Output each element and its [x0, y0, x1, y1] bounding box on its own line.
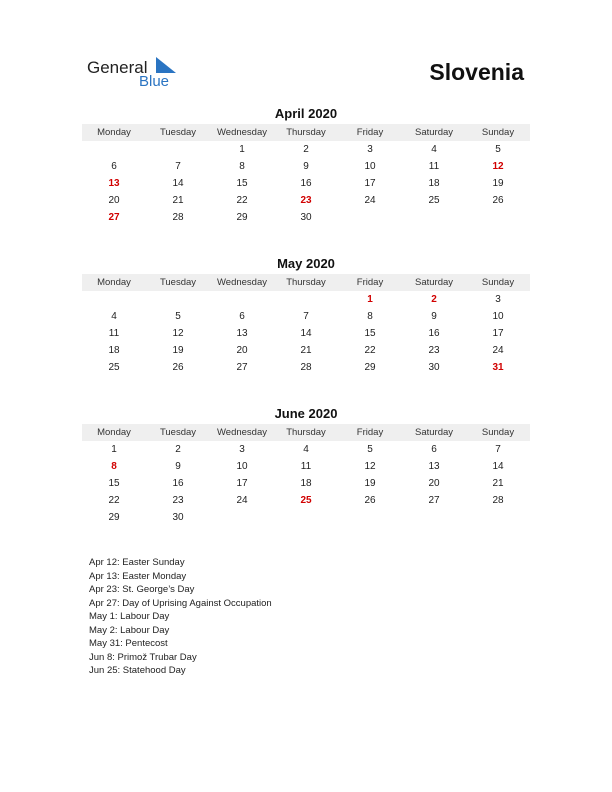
calendar-date: 18: [108, 345, 120, 356]
calendar-date: 26: [364, 495, 376, 506]
calendar-date: 2: [303, 144, 309, 155]
calendar-date: 5: [495, 144, 501, 155]
calendar-date: 5: [367, 444, 373, 455]
calendar-date: [402, 509, 466, 526]
holiday-list-item: Apr 27: Day of Uprising Against Occupation: [89, 597, 272, 609]
holiday-list-item: May 1: Labour Day: [89, 611, 170, 622]
month-april: [82, 106, 530, 226]
calendar-date: 2: [175, 444, 181, 455]
calendar-date: 29: [108, 512, 120, 523]
calendar-date: 26: [172, 362, 184, 373]
calendar-date: 8: [367, 311, 373, 322]
weekday-label: Friday: [356, 127, 384, 138]
calendar-date: 11: [300, 461, 312, 472]
calendar-date: 27: [428, 495, 440, 506]
calendar-date: 16: [300, 178, 312, 189]
weekday-label: Thursday: [286, 277, 326, 288]
calendar-date: 7: [303, 311, 309, 322]
calendar-date: 6: [431, 444, 437, 455]
logo-text-blue: Blue: [139, 73, 170, 90]
calendar-date: 24: [492, 345, 504, 356]
week-row: [82, 458, 530, 475]
country-title: Slovenia: [429, 59, 524, 85]
calendar-date: 1: [239, 144, 245, 155]
calendar-date: 6: [239, 311, 245, 322]
logo-flag-icon: [156, 57, 176, 73]
calendar-date: 24: [236, 495, 248, 506]
calendar-date: 15: [364, 328, 376, 339]
weekday-label: Wednesday: [217, 127, 267, 138]
weekday-label: Monday: [97, 427, 131, 438]
weekday-label: Sunday: [481, 427, 515, 438]
calendar-date: 17: [236, 478, 248, 489]
calendar-date: 13: [236, 328, 248, 339]
calendar-date: 7: [495, 444, 501, 455]
calendar-date: 12: [172, 328, 184, 339]
calendar-date: [82, 141, 146, 158]
holiday-list: [89, 556, 272, 678]
calendar-date: [338, 209, 402, 226]
calendar-date: 21: [300, 345, 312, 356]
calendar-date: 14: [172, 178, 184, 189]
calendar-date: [338, 509, 402, 526]
calendar-date: 9: [303, 161, 309, 172]
calendar-date: [274, 509, 338, 526]
weekday-label: Sunday: [481, 127, 515, 138]
weekday-header-row: [82, 424, 530, 441]
calendar-date: 21: [172, 195, 184, 206]
calendar-date: 19: [492, 178, 504, 189]
calendar-date: 17: [364, 178, 376, 189]
month-title: June 2020: [274, 406, 338, 421]
calendar-date: 4: [111, 311, 117, 322]
holiday-date: 25: [300, 495, 312, 506]
calendar-date: 11: [108, 328, 120, 339]
week-row: [82, 141, 530, 158]
calendar-date: 29: [236, 212, 248, 223]
calendar-date: 27: [236, 362, 248, 373]
calendar-date: 25: [108, 362, 120, 373]
week-row: [82, 308, 530, 325]
week-row: [82, 209, 530, 226]
calendar-date: [82, 291, 146, 308]
calendar-date: 5: [175, 311, 181, 322]
week-row: [82, 359, 530, 376]
holiday-list-item: Jun 8: Primož Trubar Day: [89, 651, 197, 663]
calendar-date: 14: [492, 461, 504, 472]
calendar-date: 9: [175, 461, 181, 472]
holiday-list-item: Jun 25: Statehood Day: [89, 665, 186, 676]
holiday-date: 2: [431, 294, 437, 305]
calendar-date: 28: [492, 495, 504, 506]
calendar-date: 15: [236, 178, 248, 189]
weekday-label: Saturday: [414, 127, 454, 138]
calendar-date: 3: [367, 144, 373, 155]
logo-text-general: General: [87, 58, 148, 77]
calendar-date: [402, 209, 466, 226]
weekday-label: Thursday: [286, 127, 326, 138]
weekday-label: Tuesday: [159, 427, 197, 438]
calendar-date: 23: [172, 495, 184, 506]
weekday-label: Monday: [97, 277, 131, 288]
holiday-date: 27: [108, 212, 120, 223]
calendar-date: 22: [108, 495, 120, 506]
calendar-date: [210, 509, 274, 526]
calendar-date: 22: [236, 195, 248, 206]
holiday-date: 1: [367, 294, 373, 305]
calendar-date: 17: [492, 328, 504, 339]
holiday-list-item: Apr 12: Easter Sunday: [89, 557, 185, 568]
weekday-label: Friday: [356, 277, 384, 288]
calendar-date: 10: [236, 461, 248, 472]
calendar-date: 3: [495, 294, 501, 305]
holiday-list-item: Apr 13: Easter Monday: [89, 570, 187, 582]
weekday-label: Thursday: [286, 427, 326, 438]
calendar-date: 19: [364, 478, 376, 489]
weekday-header-row: [82, 274, 530, 291]
holiday-date: 8: [111, 461, 117, 472]
calendar-date: [210, 291, 274, 308]
calendar-date: [274, 291, 338, 308]
weekday-label: Tuesday: [159, 277, 197, 288]
week-row: [82, 342, 530, 359]
weekday-label: Wednesday: [217, 277, 267, 288]
calendar-date: 11: [428, 161, 440, 172]
calendar-date: 1: [111, 444, 117, 455]
weekday-label: Wednesday: [217, 427, 267, 438]
month-title: April 2020: [274, 106, 338, 121]
month-title: May 2020: [277, 256, 335, 271]
calendar-date: 12: [364, 461, 376, 472]
calendar-date: 26: [492, 195, 504, 206]
weekday-label: Monday: [97, 127, 131, 138]
week-row: [82, 475, 530, 492]
calendar-date: 30: [300, 212, 312, 223]
calendar-date: 20: [108, 195, 120, 206]
calendar-date: 10: [364, 161, 376, 172]
weekday-label: Friday: [356, 427, 384, 438]
calendar-date: 16: [428, 328, 440, 339]
calendar-date: 28: [300, 362, 312, 373]
calendar-date: [466, 209, 530, 226]
calendar-date: [146, 141, 210, 158]
calendar-date: 28: [172, 212, 184, 223]
calendar-date: 7: [175, 161, 181, 172]
holiday-date: 23: [300, 195, 312, 206]
calendar-date: 20: [428, 478, 440, 489]
weekday-label: Tuesday: [159, 127, 197, 138]
weekday-label: Saturday: [414, 277, 454, 288]
calendar-date: 10: [492, 311, 504, 322]
holiday-list-item: May 31: Pentecost: [89, 638, 168, 649]
holiday-list-item: May 2: Labour Day: [89, 624, 170, 636]
calendar-date: 3: [239, 444, 245, 455]
calendar-date: 24: [364, 195, 376, 206]
week-row: [82, 492, 530, 509]
month-june: [82, 406, 530, 526]
holiday-date: 13: [108, 178, 120, 189]
week-row: [82, 441, 530, 458]
holiday-date: 31: [492, 362, 504, 373]
calendar-date: 21: [492, 478, 504, 489]
weekday-header-row: [82, 124, 530, 141]
calendar-date: 18: [300, 478, 312, 489]
calendar-date: 8: [239, 161, 245, 172]
calendar-date: 19: [172, 345, 184, 356]
calendar-date: 18: [428, 178, 440, 189]
calendar-date: 14: [300, 328, 312, 339]
calendar-date: 9: [431, 311, 437, 322]
holiday-list-item: Apr 23: St. George’s Day: [89, 584, 195, 595]
calendar-date: 30: [428, 362, 440, 373]
calendar-date: 22: [364, 345, 376, 356]
calendar-date: 15: [108, 478, 120, 489]
holiday-date: 12: [492, 161, 504, 172]
week-row: [82, 175, 530, 192]
calendar-date: 30: [172, 512, 184, 523]
calendar-date: [146, 291, 210, 308]
month-may: [82, 256, 530, 376]
calendar-date: 23: [428, 345, 440, 356]
generalblue-logo: [87, 56, 187, 92]
week-row: [82, 192, 530, 209]
calendar-date: [466, 509, 530, 526]
calendar-date: 4: [431, 144, 437, 155]
week-row: [82, 158, 530, 175]
week-row: [82, 325, 530, 342]
week-row: [82, 509, 530, 526]
calendar-date: 29: [364, 362, 376, 373]
calendar-date: 4: [303, 444, 309, 455]
calendar-date: 20: [236, 345, 248, 356]
weekday-label: Sunday: [481, 277, 515, 288]
weekday-label: Saturday: [414, 427, 454, 438]
week-row: [82, 291, 530, 308]
calendar-date: 25: [428, 195, 440, 206]
calendar-date: 6: [111, 161, 117, 172]
calendar-date: 13: [428, 461, 440, 472]
calendar-date: 16: [172, 478, 184, 489]
